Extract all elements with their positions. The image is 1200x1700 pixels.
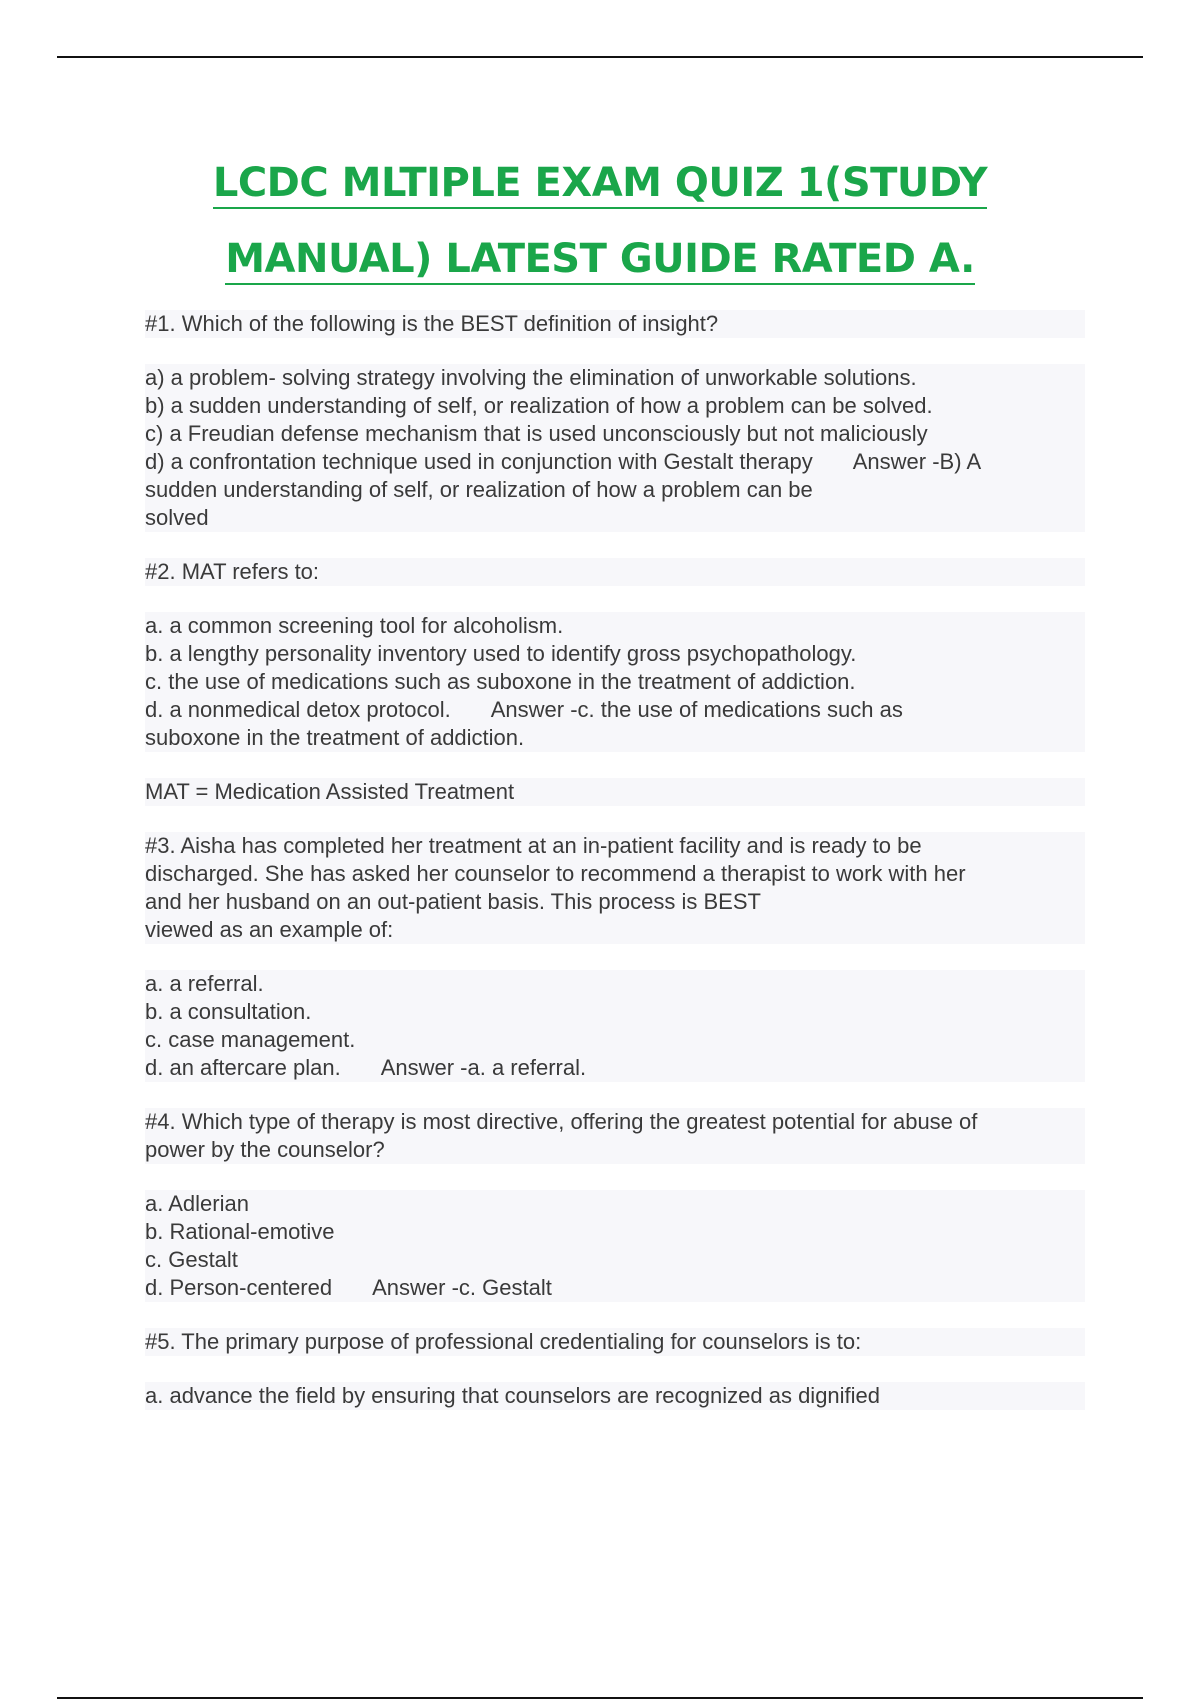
question-2 [145, 558, 1085, 586]
option: a. Adlerian [145, 1190, 1085, 1218]
option: d. Person-centered [145, 1275, 333, 1300]
title-line-1: LCDC MLTIPLE EXAM QUIZ 1(STUDY [213, 160, 987, 209]
note-text: MAT = Medication Assisted Treatment [145, 778, 1085, 806]
question-text: and her husband on an out-patient basis. This process is BEST [145, 888, 1085, 916]
question-text: viewed as an example of: [145, 916, 1085, 944]
question-5 [145, 1328, 1085, 1356]
document-title [100, 145, 1100, 297]
answer-continued: solved [145, 504, 1085, 532]
option: d) a confrontation technique used in conjunction with Gestalt therapy [145, 449, 813, 474]
question-text: #3. Aisha has completed her treatment at an in-patient facility and is ready to be [145, 832, 1085, 860]
bottom-divider [57, 1697, 1143, 1699]
question-text: #2. MAT refers to: [145, 558, 1085, 586]
option: c. Gestalt [145, 1246, 1085, 1274]
question-2-note [145, 778, 1085, 806]
top-divider [57, 56, 1143, 58]
option: b. Rational-emotive [145, 1218, 1085, 1246]
option: a. advance the field by ensuring that counselors are recognized as dignified [145, 1382, 1085, 1410]
question-text: #4. Which type of therapy is most directive, offering the greatest potential for abuse of [145, 1108, 1085, 1136]
option: b. a consultation. [145, 998, 1085, 1026]
answer-continued: sudden understanding of self, or realization of how a problem can be [145, 476, 1085, 504]
answer: Answer -c. Gestalt [372, 1275, 552, 1300]
option: a. a common screening tool for alcoholism. [145, 612, 1085, 640]
question-1-options [145, 364, 1085, 532]
question-4 [145, 1108, 1085, 1164]
option: d. an aftercare plan. [145, 1055, 341, 1080]
answer: Answer -c. the use of medications such as [490, 697, 903, 722]
question-5-options [145, 1382, 1085, 1410]
answer: Answer -B) A [852, 449, 982, 474]
answer-continued: suboxone in the treatment of addiction. [145, 724, 1085, 752]
question-3 [145, 832, 1085, 944]
option: b) a sudden understanding of self, or realization of how a problem can be solved. [145, 392, 1085, 420]
question-text: power by the counselor? [145, 1136, 1085, 1164]
option: a) a problem- solving strategy involving the elimination of unworkable solutions. [145, 364, 1085, 392]
title-line-2: MANUAL) LATEST GUIDE RATED A. [225, 236, 975, 285]
option: a. a referral. [145, 970, 1085, 998]
answer: Answer -a. a referral. [380, 1055, 587, 1080]
option: d. a nonmedical detox protocol. [145, 697, 451, 722]
option: b. a lengthy personality inventory used to identify gross psychopathology. [145, 640, 1085, 668]
question-1 [145, 310, 1085, 338]
option: c. case management. [145, 1026, 1085, 1054]
question-2-options [145, 612, 1085, 752]
question-4-options [145, 1190, 1085, 1302]
question-3-options [145, 970, 1085, 1082]
option: c) a Freudian defense mechanism that is used unconsciously but not maliciously [145, 420, 1085, 448]
option: c. the use of medications such as suboxone in the treatment of addiction. [145, 668, 1085, 696]
question-text: #1. Which of the following is the BEST definition of insight? [145, 310, 1085, 338]
document-body [145, 310, 1085, 1436]
question-text: #5. The primary purpose of professional credentialing for counselors is to: [145, 1328, 1085, 1356]
question-text: discharged. She has asked her counselor to recommend a therapist to work with her [145, 860, 1085, 888]
